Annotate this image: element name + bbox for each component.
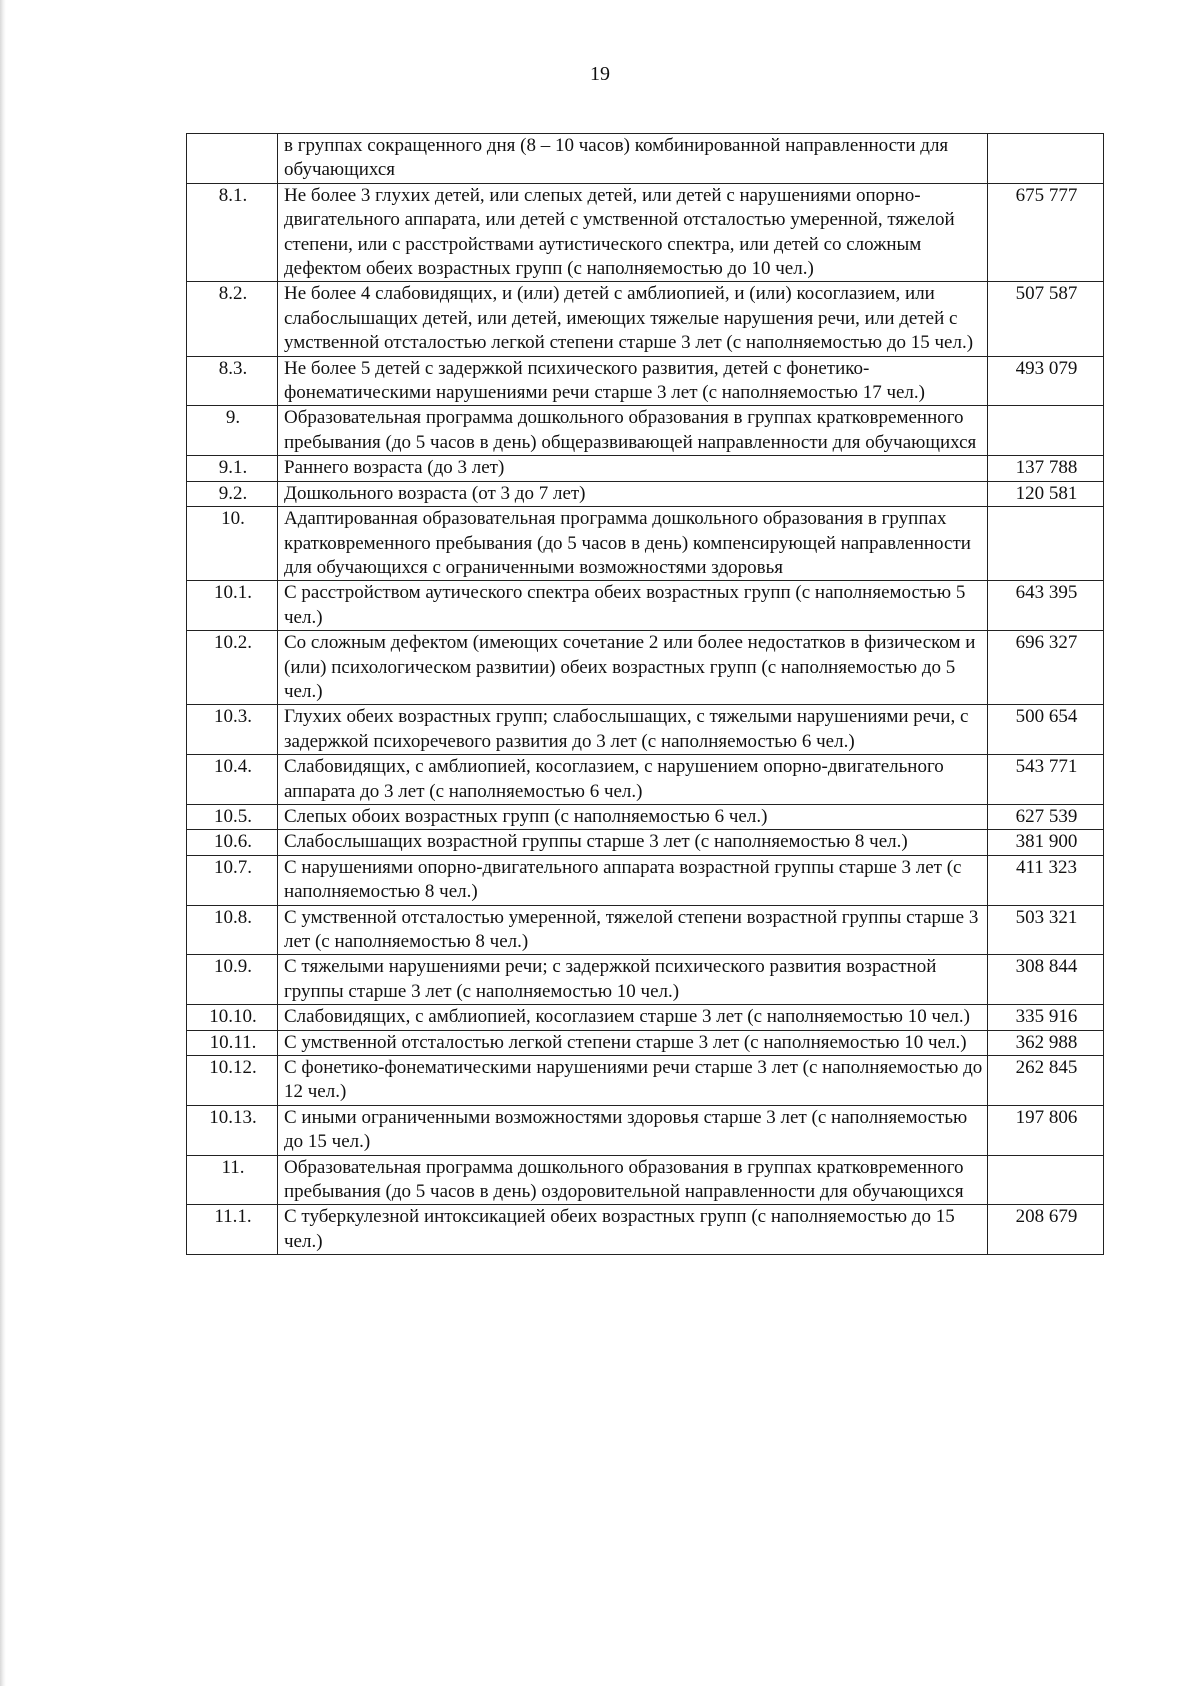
row-number-cell: 8.3. (187, 356, 278, 406)
table-row (187, 456, 1104, 481)
table-row (187, 905, 1104, 955)
row-description-cell: С туберкулезной интоксикацией обеих возрастных групп (с наполняемостью до 15 чел.) (278, 1205, 988, 1255)
row-number-cell: 11. (187, 1155, 278, 1205)
tariff-table (186, 133, 1104, 1255)
row-number-cell: 10.8. (187, 905, 278, 955)
table-row (187, 581, 1104, 631)
row-description-cell: С иными ограниченными возможностями здоровья старше 3 лет (с наполняемостью до 15 чел.) (278, 1105, 988, 1155)
row-value-cell: 643 395 (988, 581, 1104, 631)
row-number-cell: 10.13. (187, 1105, 278, 1155)
table-row (187, 855, 1104, 905)
table-row (187, 955, 1104, 1005)
row-description-cell: Не более 4 слабовидящих, и (или) детей с амблиопией, и (или) косоглазием, или слабослышащих детей, или детей, имеющих тяжелые нарушения речи, или детей с умственной отсталостью легкой степени старше 3 лет (с наполняемостью до 15 чел.) (278, 282, 988, 356)
row-number-cell: 10.9. (187, 955, 278, 1005)
row-description-cell: С нарушениями опорно-двигательного аппарата возрастной группы старше 3 лет (с наполняемостью 8 чел.) (278, 855, 988, 905)
row-description-cell: Со сложным дефектом (имеющих сочетание 2 или более недостатков в физическом и (или) психологическом развитии) обеих возрастных групп (с наполняемостью до 5 чел.) (278, 631, 988, 705)
row-number-cell: 10.5. (187, 804, 278, 829)
row-description-cell: Не более 5 детей с задержкой психического развития, детей с фонетико-фонематическими нарушениями речи старше 3 лет (с наполняемостью 17 чел.) (278, 356, 988, 406)
row-value-cell: 197 806 (988, 1105, 1104, 1155)
table-row (187, 705, 1104, 755)
row-description-cell: Адаптированная образовательная программа дошкольного образования в группах кратковременного пребывания (до 5 часов в день) компенсирующей направленности для обучающихся с ограниченными возможностями здоровья (278, 507, 988, 581)
row-number-cell: 10.7. (187, 855, 278, 905)
row-value-cell (988, 406, 1104, 456)
row-description-cell: Слабовидящих, с амблиопией, косоглазием старше 3 лет (с наполняемостью 10 чел.) (278, 1005, 988, 1030)
row-description-cell: Слабовидящих, с амблиопией, косоглазием, с нарушением опорно-двигательного аппарата до 3 лет (с наполняемостью 6 чел.) (278, 755, 988, 805)
table-row (187, 1030, 1104, 1055)
row-value-cell: 308 844 (988, 955, 1104, 1005)
table-body (187, 134, 1104, 1255)
row-number-cell: 10.11. (187, 1030, 278, 1055)
row-number-cell: 9. (187, 406, 278, 456)
row-description-cell: С тяжелыми нарушениями речи; с задержкой психического развития возрастной группы старше 3 лет (с наполняемостью 10 чел.) (278, 955, 988, 1005)
table-row (187, 134, 1104, 184)
row-value-cell: 262 845 (988, 1056, 1104, 1106)
table-row (187, 356, 1104, 406)
row-value-cell: 696 327 (988, 631, 1104, 705)
row-value-cell (988, 507, 1104, 581)
row-value-cell: 335 916 (988, 1005, 1104, 1030)
row-number-cell: 10.4. (187, 755, 278, 805)
row-number-cell (187, 134, 278, 184)
row-value-cell: 381 900 (988, 830, 1104, 855)
row-number-cell: 8.2. (187, 282, 278, 356)
table-row (187, 631, 1104, 705)
table-row (187, 507, 1104, 581)
table-row (187, 1056, 1104, 1106)
row-description-cell: С фонетико-фонематическими нарушениями речи старше 3 лет (с наполняемостью до 12 чел.) (278, 1056, 988, 1106)
row-number-cell: 10.10. (187, 1005, 278, 1030)
row-description-cell: Слепых обоих возрастных групп (с наполняемостью 6 чел.) (278, 804, 988, 829)
row-number-cell: 10.6. (187, 830, 278, 855)
row-number-cell: 10.1. (187, 581, 278, 631)
row-value-cell: 543 771 (988, 755, 1104, 805)
row-number-cell: 10.2. (187, 631, 278, 705)
row-description-cell: в группах сокращенного дня (8 – 10 часов) комбинированной направленности для обучающихся (278, 134, 988, 184)
page-number: 19 (590, 63, 610, 85)
table-row (187, 1205, 1104, 1255)
row-description-cell: С умственной отсталостью легкой степени старше 3 лет (с наполняемостью 10 чел.) (278, 1030, 988, 1055)
row-value-cell: 675 777 (988, 183, 1104, 282)
row-value-cell: 503 321 (988, 905, 1104, 955)
row-description-cell: С расстройством аутического спектра обеих возрастных групп (с наполняемостью 5 чел.) (278, 581, 988, 631)
row-value-cell: 507 587 (988, 282, 1104, 356)
row-number-cell: 9.2. (187, 481, 278, 506)
row-value-cell (988, 134, 1104, 184)
table-row (187, 183, 1104, 282)
row-value-cell: 627 539 (988, 804, 1104, 829)
row-value-cell: 362 988 (988, 1030, 1104, 1055)
table-row (187, 282, 1104, 356)
table-row (187, 1005, 1104, 1030)
row-value-cell: 411 323 (988, 855, 1104, 905)
row-description-cell: Образовательная программа дошкольного образования в группах кратковременного пребывания (до 5 часов в день) общеразвивающей направленности для обучающихся (278, 406, 988, 456)
row-number-cell: 8.1. (187, 183, 278, 282)
row-value-cell: 493 079 (988, 356, 1104, 406)
row-description-cell: Раннего возраста (до 3 лет) (278, 456, 988, 481)
row-value-cell: 208 679 (988, 1205, 1104, 1255)
row-description-cell: С умственной отсталостью умеренной, тяжелой степени возрастной группы старше 3 лет (с наполняемостью 8 чел.) (278, 905, 988, 955)
row-description-cell: Слабослышащих возрастной группы старше 3 лет (с наполняемостью 8 чел.) (278, 830, 988, 855)
table-row (187, 830, 1104, 855)
row-number-cell: 9.1. (187, 456, 278, 481)
row-description-cell: Дошкольного возраста (от 3 до 7 лет) (278, 481, 988, 506)
row-description-cell: Образовательная программа дошкольного образования в группах кратковременного пребывания (до 5 часов в день) оздоровительной направленности для обучающихся (278, 1155, 988, 1205)
row-value-cell: 500 654 (988, 705, 1104, 755)
table-row (187, 1155, 1104, 1205)
row-number-cell: 10. (187, 507, 278, 581)
table-row (187, 1105, 1104, 1155)
table-row (187, 804, 1104, 829)
table-row (187, 755, 1104, 805)
row-description-cell: Глухих обеих возрастных групп; слабослышащих, с тяжелыми нарушениями речи, с задержкой психоречевого развития до 3 лет (с наполняемостью 6 чел.) (278, 705, 988, 755)
row-number-cell: 10.12. (187, 1056, 278, 1106)
table-row (187, 481, 1104, 506)
table-row (187, 406, 1104, 456)
row-number-cell: 11.1. (187, 1205, 278, 1255)
row-description-cell: Не более 3 глухих детей, или слепых детей, или детей с нарушениями опорно-двигательного аппарата, или детей с умственной отсталостью умеренной, тяжелой степени, или с расстройствами аутистического спектра, или детей со сложным дефектом обеих возрастных групп (с наполняемостью до 10 чел.) (278, 183, 988, 282)
row-value-cell: 120 581 (988, 481, 1104, 506)
row-value-cell (988, 1155, 1104, 1205)
row-number-cell: 10.3. (187, 705, 278, 755)
scan-edge (0, 0, 6, 1686)
row-value-cell: 137 788 (988, 456, 1104, 481)
